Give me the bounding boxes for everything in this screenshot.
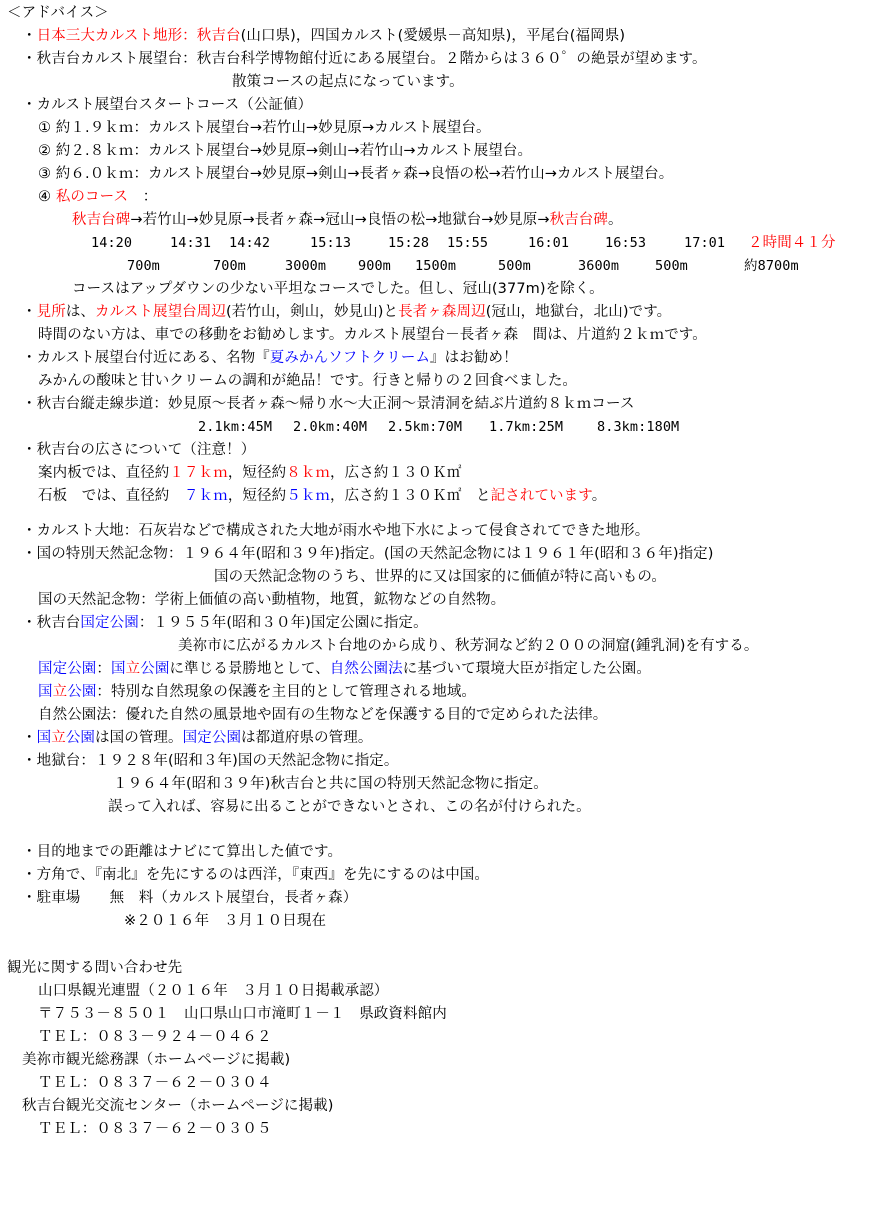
time-3: 14:42 (229, 235, 271, 251)
distance-1: 700m (127, 258, 160, 274)
softcream-recommend: 』はお勧め！ (430, 350, 518, 366)
natural-monument-definition: 国の天然記念物：学術上価値の高い動植物，地質，鉱物などの自然物。 (38, 592, 506, 608)
observatory-area: カルスト展望台周辺 (95, 304, 226, 320)
observatory-line: ・秋吉台カルスト展望台：秋吉台科学博物館付近にある展望台。２階からは３６０゜の絶景が望めます。 (22, 51, 707, 67)
softcream-name: 夏みかんソフトクリーム (269, 350, 431, 366)
area-board-line (38, 463, 461, 483)
observatory-line-2: 散策コースの起点になっています。 (232, 74, 464, 90)
time-6: 15:55 (447, 235, 489, 251)
softcream-line (22, 348, 518, 368)
mgmt-koen: 公園 (65, 730, 96, 746)
bullet: ・ (22, 28, 37, 44)
jigokudai-line-3: 誤って入れば、容易に出ることができないとされ、この名が付けられた。 (108, 799, 591, 815)
route-period: 。 (608, 212, 623, 228)
board-area: ，広さ約１３０Ｋ㎡ (330, 465, 462, 481)
np-koen: 公園 (67, 684, 97, 700)
course-2: ② 約２.８ｋｍ：カルスト展望台→妙見原→剣山→若竹山→カルスト展望台。 (38, 143, 533, 159)
top3-label: 日本三大カルスト地形： (36, 28, 197, 44)
time-5: 15:28 (388, 235, 430, 251)
course-3: ③ 約６.０ｋｍ：カルスト展望台→妙見原→剣山→長者ヶ森→良悟の松→若竹山→カルスト展望台。 (38, 166, 674, 182)
park-law-definition: 自然公園法：優れた自然の風景地や固有の生物などを保護する目的で定められた法律。 (38, 707, 608, 723)
distance-2: 700m (213, 258, 246, 274)
time-9: 17:01 (684, 235, 726, 251)
qnp-law: 自然公園法 (329, 661, 403, 677)
parking-note: ・駐車場 無 料（カルスト展望台，長者ヶ森） (22, 890, 358, 906)
bullet: ・ (22, 304, 37, 320)
distance-7: 3600m (578, 258, 620, 274)
trail-segment-1: 2.1km:45M (198, 419, 273, 435)
contact-org-3: 秋吉台観光交流センター（ホームページに掲載) (22, 1098, 334, 1114)
mgmt-kuni: 国 (36, 730, 52, 746)
jigokudai-line-1: ・地獄台：１９２８年(昭和３年)国の天然記念物に指定。 (22, 753, 399, 769)
distance-3: 3000m (285, 258, 327, 274)
national-park-definition (38, 682, 476, 702)
my-course-number: ④ (38, 189, 52, 205)
route-start: 秋吉台碑 (72, 212, 131, 228)
area-stone-line (38, 486, 606, 506)
contact-org-2-tel: ＴＥＬ：０８３７－６２－０３０４ (38, 1075, 272, 1091)
my-course-label: 私のコース (55, 189, 129, 205)
route-end: 秋吉台碑 (549, 212, 609, 228)
distance-4: 900m (358, 258, 391, 274)
trail-segment-3: 2.5km:70M (388, 419, 463, 435)
stone-short-diameter: ５ｋｍ (286, 488, 331, 504)
distance-5: 1500m (415, 258, 457, 274)
karst-plateau-definition: ・カルスト大地：石灰岩などで構成された大地が雨水や地下水によって侵食されてできた地形。 (22, 523, 650, 539)
park-management-line (22, 728, 372, 748)
softcream-intro: ・カルスト展望台付近にある、名物『 (22, 350, 270, 366)
qnp-kuni: 国 (111, 661, 126, 677)
stone-diameter: ７ｋｍ (184, 488, 228, 504)
jigokudai-line-2: １９６４年(昭和３９年)秋吉台と共に国の特別天然記念物に指定。 (113, 776, 548, 792)
course-note: コースはアップダウンの少ない平坦なコースでした。但し、冠山(377m)を除く。 (72, 281, 604, 297)
my-course-line (38, 187, 157, 207)
qnp-koen: 公園 (140, 661, 170, 677)
route-middle: →若竹山→妙見原→長者ヶ森→冠山→良悟の松→地獄台→妙見原→ (130, 212, 550, 228)
chojagamori-area: 長者ヶ森周辺 (398, 304, 486, 320)
my-course-route (72, 210, 623, 230)
quasi-national-park-line (22, 613, 428, 633)
board-short-label: ，短径約 (227, 465, 287, 481)
stone-prefix: 石板 では、直径約 (38, 488, 170, 504)
qnp-text-end: に基づいて環境大臣が指定した公園。 (402, 661, 651, 677)
time-8: 16:53 (605, 235, 647, 251)
course-1: ① 約１.９ｋｍ：カルスト展望台→若竹山→妙見原→カルスト展望台。 (38, 120, 491, 136)
trail-line: ・秋吉台縦走線歩道：妙見原～長者ヶ森～帰り水～大正洞～景清洞を結ぶ片道約８ｋｍコース (22, 396, 635, 412)
distance-8: 500m (655, 258, 688, 274)
qnp-term: 国定公園 (38, 661, 97, 677)
highlights-line (22, 302, 671, 322)
stone-short-label: ，短径約 (227, 488, 287, 504)
as-of-note: ※２０１６年 ３月１０日現在 (124, 913, 327, 929)
akiyoshi-highlight: 秋吉台 (196, 28, 241, 44)
time-2: 14:31 (170, 235, 212, 251)
qnp-colon: ： (96, 661, 112, 677)
car-advice: 時間のない方は、車での移動をお勧めします。カルスト展望台－長者ヶ森 間は、片道約２ｋｍです。 (38, 327, 707, 343)
direction-note: ・方角で、『南北』を先にするのは西洋，『東西』を先にするのは中国。 (22, 867, 490, 883)
karst-top3-line (22, 26, 625, 46)
total-time: ２時間４１分 (748, 235, 836, 251)
distance-6: 500m (498, 258, 531, 274)
highlights-particle: は、 (65, 304, 96, 320)
contact-org-1: 山口県観光連盟（２０１６年 ３月１０日掲載承認） (38, 983, 389, 999)
mgmt-quasi: 国定公園 (182, 730, 242, 746)
distance-note: ・目的地までの距離はナビにて算出した値です。 (22, 844, 343, 860)
qnp-ritsu: 立 (125, 661, 141, 677)
highlights-label: 見所 (36, 304, 66, 320)
distance-total: 約8700m (744, 258, 799, 274)
np-kuni: 国 (38, 684, 53, 700)
contacts-heading: 観光に関する問い合わせ先 (7, 960, 183, 976)
trail-segment-2: 2.0km:40M (293, 419, 368, 435)
mgmt-prefecture: は都道府県の管理。 (241, 730, 373, 746)
course-heading: ・カルスト展望台スタートコース（公証値） (22, 97, 313, 113)
park-designation: ：１９５５年(昭和３０年)国定公園に指定。 (138, 615, 428, 631)
softcream-comment: みかんの酸味と甘いクリームの調和が絶品！です。行きと帰りの２回食べました。 (38, 373, 578, 389)
stone-recorded: 記されています (490, 488, 592, 504)
time-4: 15:13 (310, 235, 352, 251)
np-text: ：特別な自然現象の保護を主目的として管理される地域。 (96, 684, 477, 700)
trail-segment-5: 8.3km:180M (597, 419, 680, 435)
board-prefix: 案内板では、直径約 (38, 465, 170, 481)
contact-org-1-address: 〒７５３－８５０１ 山口県山口市滝町１－１ 県政資料館内 (38, 1006, 447, 1022)
observatory-area-peaks: (若竹山，剣山，妙見山)と (225, 304, 399, 320)
stone-period: 。 (591, 488, 607, 504)
contact-org-1-tel: ＴＥＬ：０８３－９２４－０４６２ (38, 1029, 272, 1045)
time-7: 16:01 (528, 235, 570, 251)
qnp-text: に準じる景勝地として、 (169, 661, 330, 677)
special-monument-line-2: 国の天然記念物のうち、世界的に又は国家的に価値が特に高いもの。 (214, 569, 667, 585)
np-ritsu: 立 (52, 684, 68, 700)
special-monument-line: ・国の特別天然記念物：１９６４年(昭和３９年)指定。(国の天然記念物には１９６１年(昭和３６年)指定) (22, 546, 714, 562)
my-course-colon: ： (142, 189, 158, 205)
bullet: ・ (22, 730, 37, 746)
park-type: 国定公園 (80, 615, 139, 631)
stone-area: ，広さ約１３０Ｋ㎡ と (330, 488, 491, 504)
chojagamori-area-peaks: (冠山，地獄台，北山)です。 (485, 304, 672, 320)
contact-org-2: 美祢市観光総務課（ホームページに掲載) (22, 1052, 291, 1068)
mgmt-ritsu: 立 (51, 730, 66, 746)
area-heading: ・秋吉台の広さについて（注意！） (22, 442, 256, 458)
mgmt-national: は国の管理。 (95, 730, 183, 746)
trail-segment-4: 1.7km:25M (489, 419, 564, 435)
board-diameter: １７ｋｍ (169, 465, 228, 481)
top3-rest: (山口県)，四国カルスト(愛媛県－高知県)，平尾台(福岡県) (240, 28, 626, 44)
quasi-national-park-definition (38, 659, 651, 679)
park-prefix: ・秋吉台 (22, 615, 81, 631)
board-short-diameter: ８ｋｍ (286, 465, 331, 481)
contact-org-3-tel: ＴＥＬ：０８３７－６２－０３０５ (38, 1121, 272, 1137)
park-description: 美祢市に広がるカルスト台地のから成り、秋芳洞など約２００の洞窟(鍾乳洞)を有する。 (178, 638, 759, 654)
advice-heading: ＜アドバイス＞ (7, 5, 109, 21)
time-1: 14:20 (91, 235, 133, 251)
